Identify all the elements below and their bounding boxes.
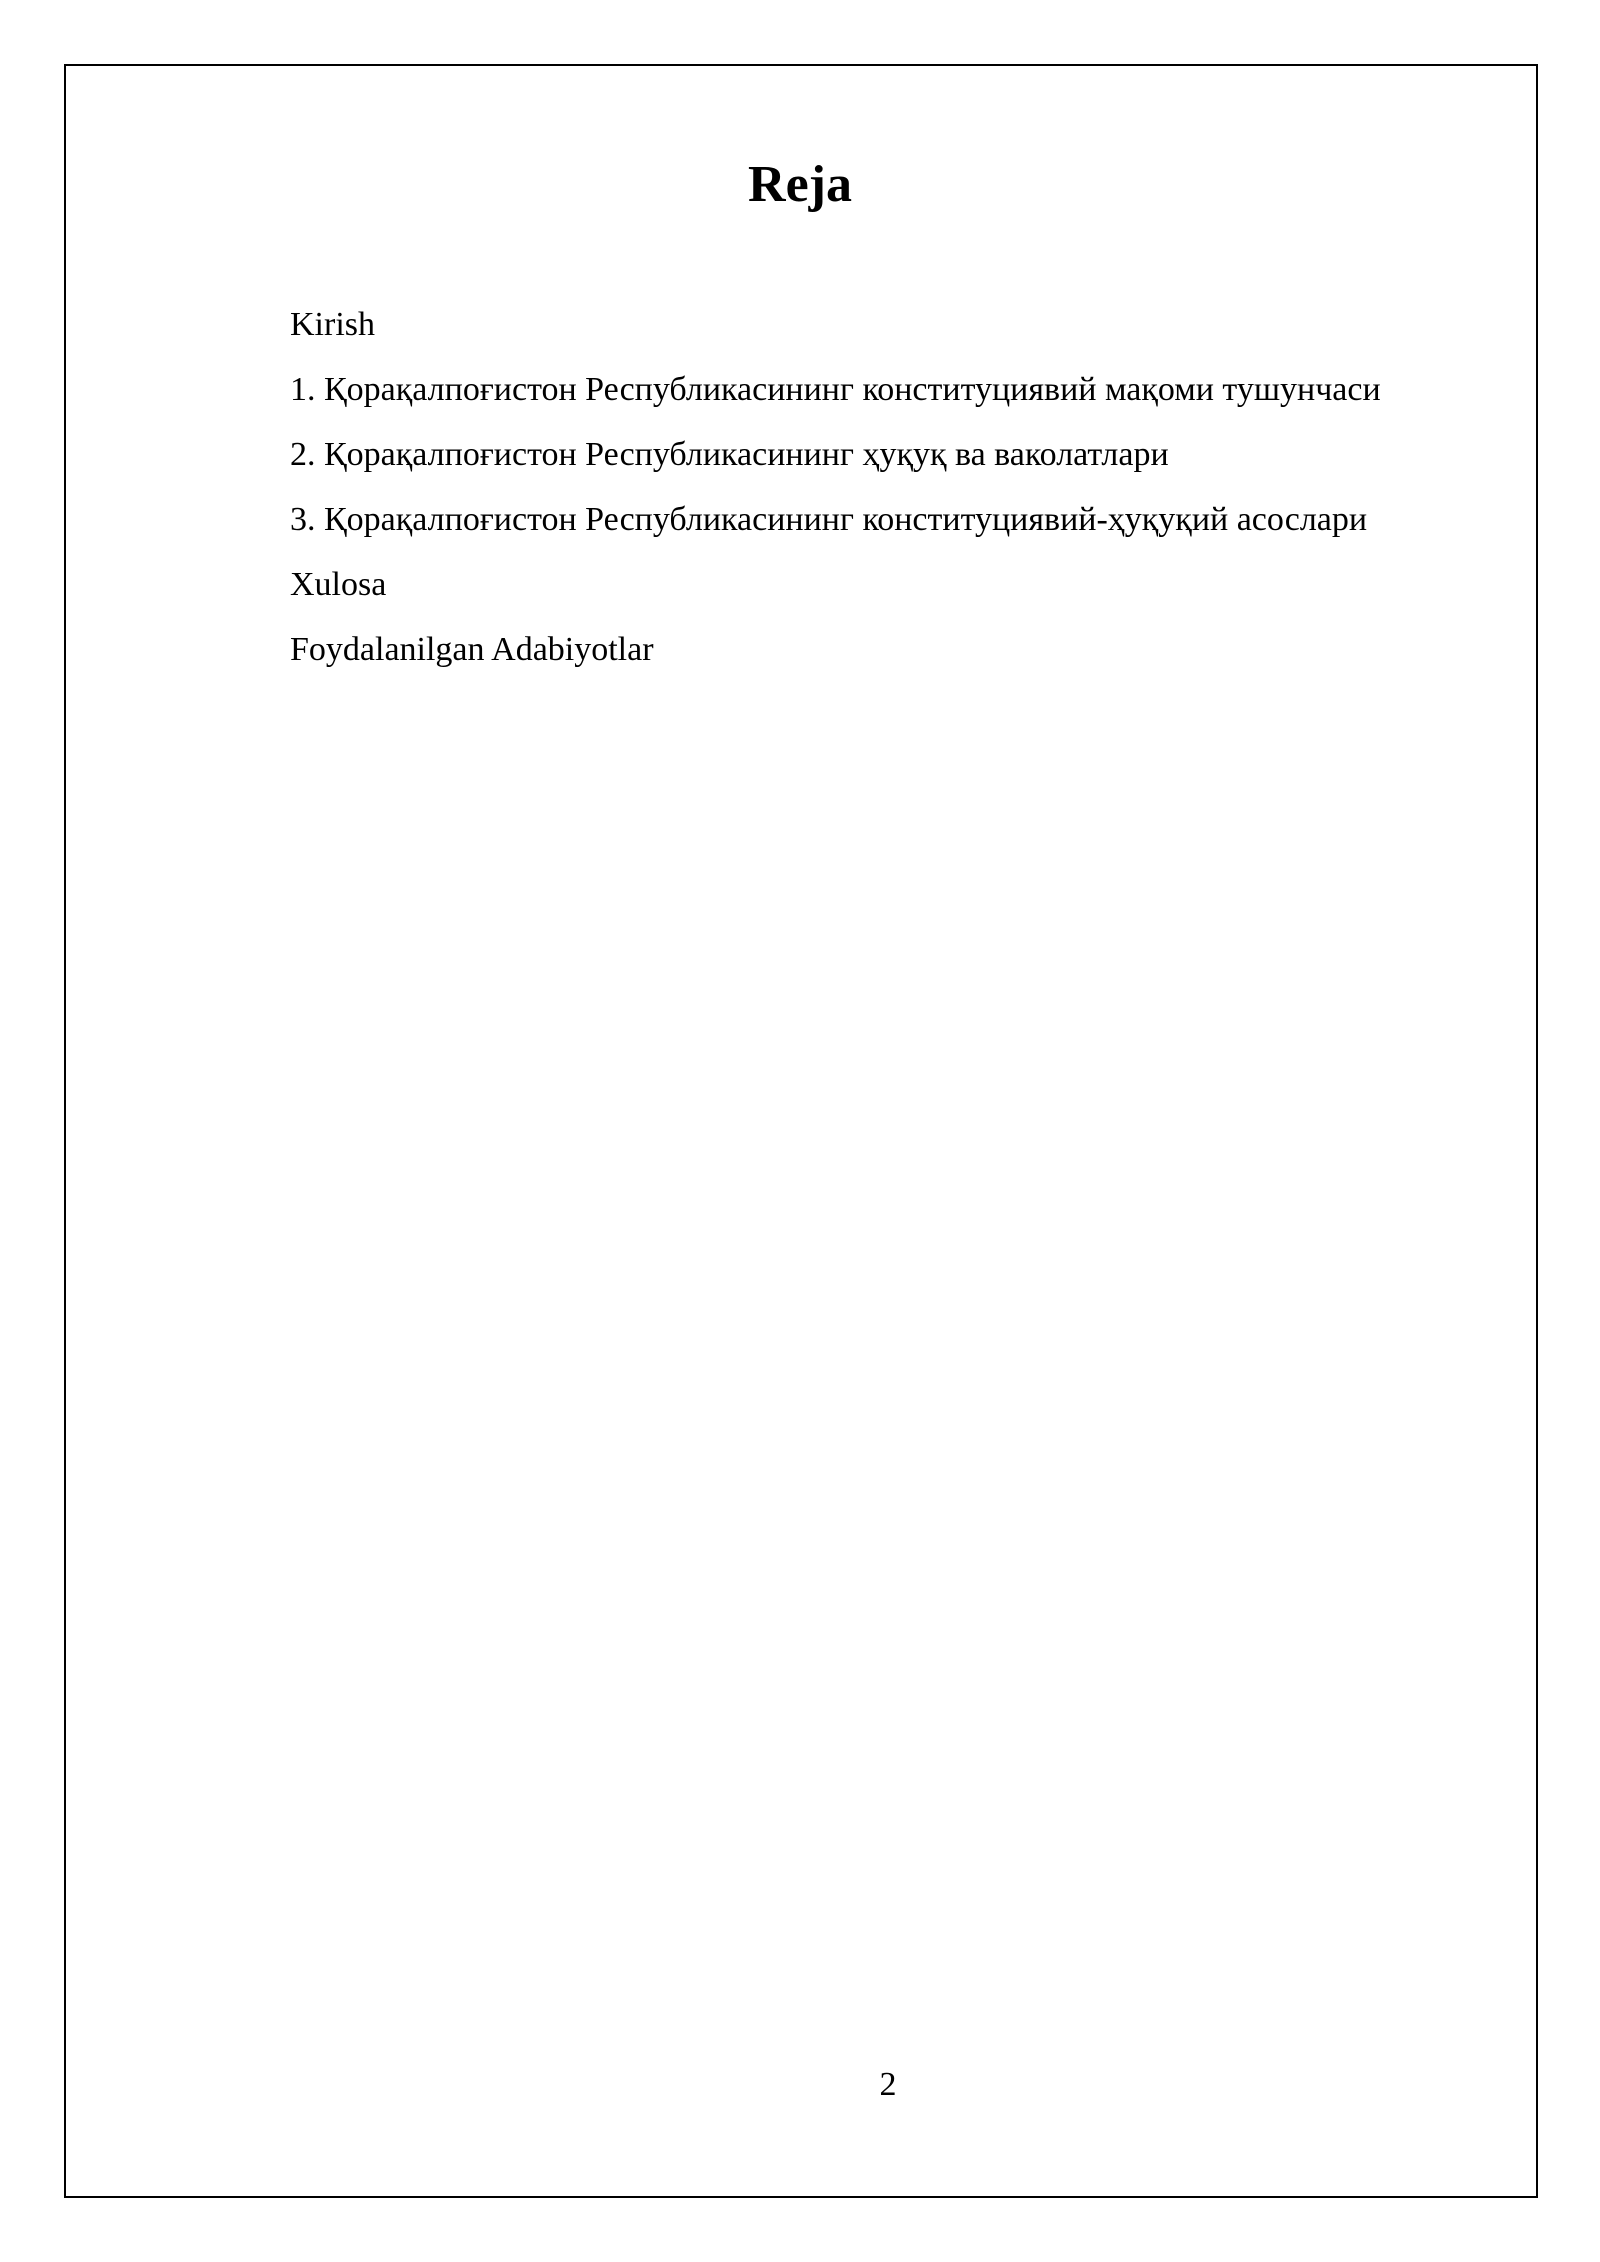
- table-of-contents: [230, 292, 1488, 682]
- toc-item-1: 1. Қорақалпоғистон Республикасининг конституциявий мақоми тушунчаси: [290, 371, 1381, 408]
- toc-item-references: Foydalanilgan Adabiyotlar: [290, 631, 654, 668]
- page-number: 2: [879, 2066, 897, 2103]
- toc-item-conclusion: Xulosa: [290, 566, 387, 603]
- toc-item-2: 2. Қорақалпоғистон Республикасининг ҳуқуқ ва ваколатлари: [290, 436, 1169, 473]
- toc-item-introduction: Kirish: [290, 306, 375, 343]
- page-title: Reja: [748, 156, 852, 213]
- toc-item-3: 3. Қорақалпоғистон Республикасининг конституциявий-ҳуқуқий асослари: [290, 501, 1368, 538]
